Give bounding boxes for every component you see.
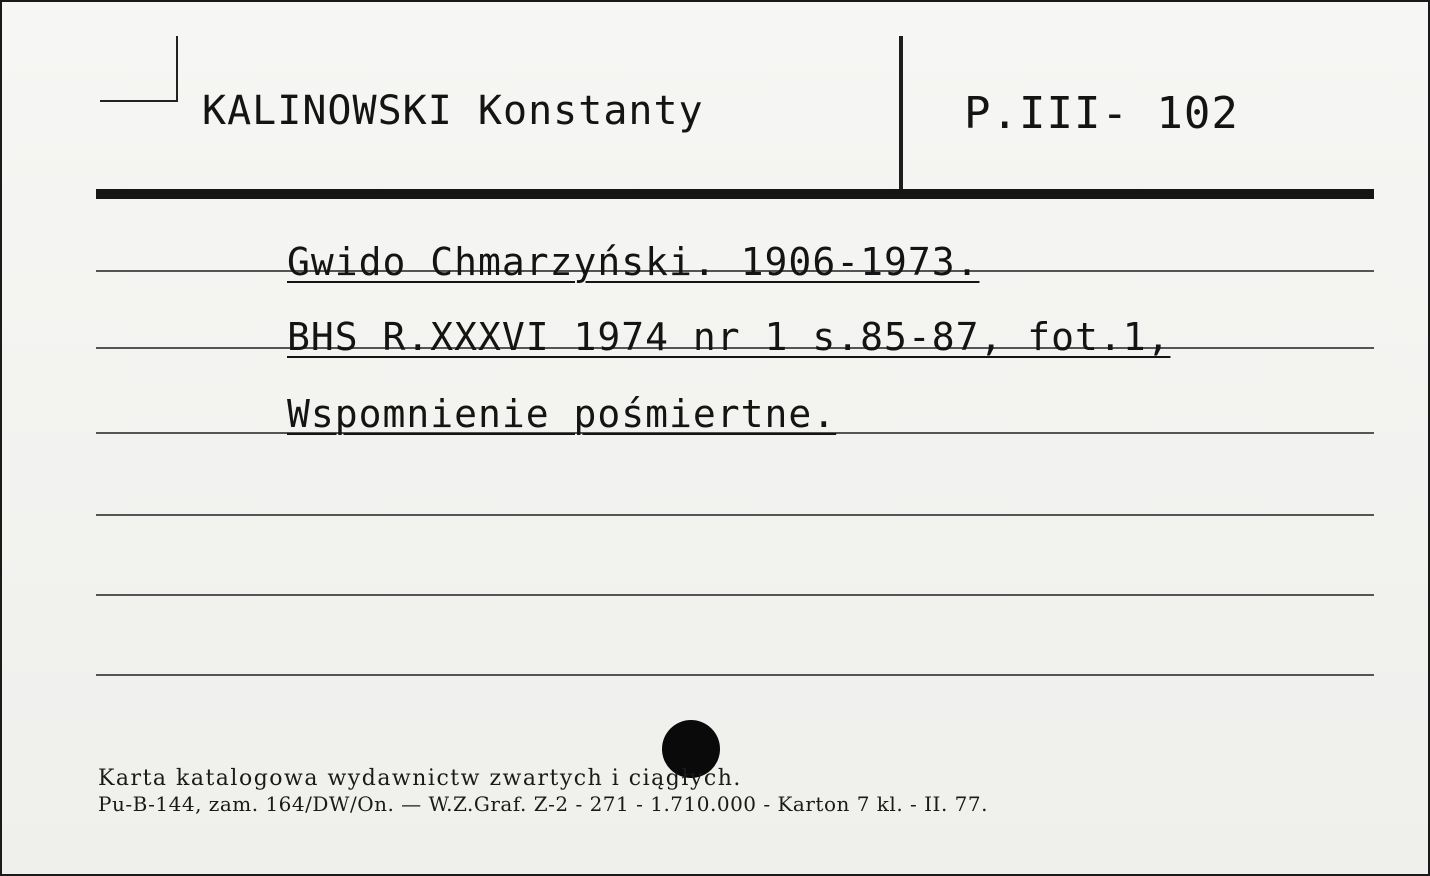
ruled-line xyxy=(96,674,1374,676)
corner-mark-horizontal xyxy=(100,100,178,102)
heading-name: KALINOWSKI Konstanty xyxy=(202,88,704,134)
footer-print-info: Pu-B-144, zam. 164/DW/On. — W.Z.Graf. Z-2 - 271 - 1.710.000 - Karton 7 kl. - II. 77. xyxy=(98,792,988,816)
ruled-line xyxy=(96,514,1374,516)
header-divider xyxy=(899,36,903,194)
header-rule xyxy=(96,189,1374,199)
footer-caption: Karta katalogowa wydawnictw zwartych i ciągłych. xyxy=(98,766,742,791)
ruled-line xyxy=(96,594,1374,596)
shelfmark: P.III- 102 xyxy=(964,88,1239,139)
entry-line-title: Gwido Chmarzyński. 1906-1973. xyxy=(287,240,980,284)
corner-mark-vertical xyxy=(176,36,178,102)
entry-line-source: BHS R.XXXVI 1974 nr 1 s.85-87, fot.1, xyxy=(287,315,1171,359)
entry-line-note: Wspomnienie pośmiertne. xyxy=(287,392,837,436)
